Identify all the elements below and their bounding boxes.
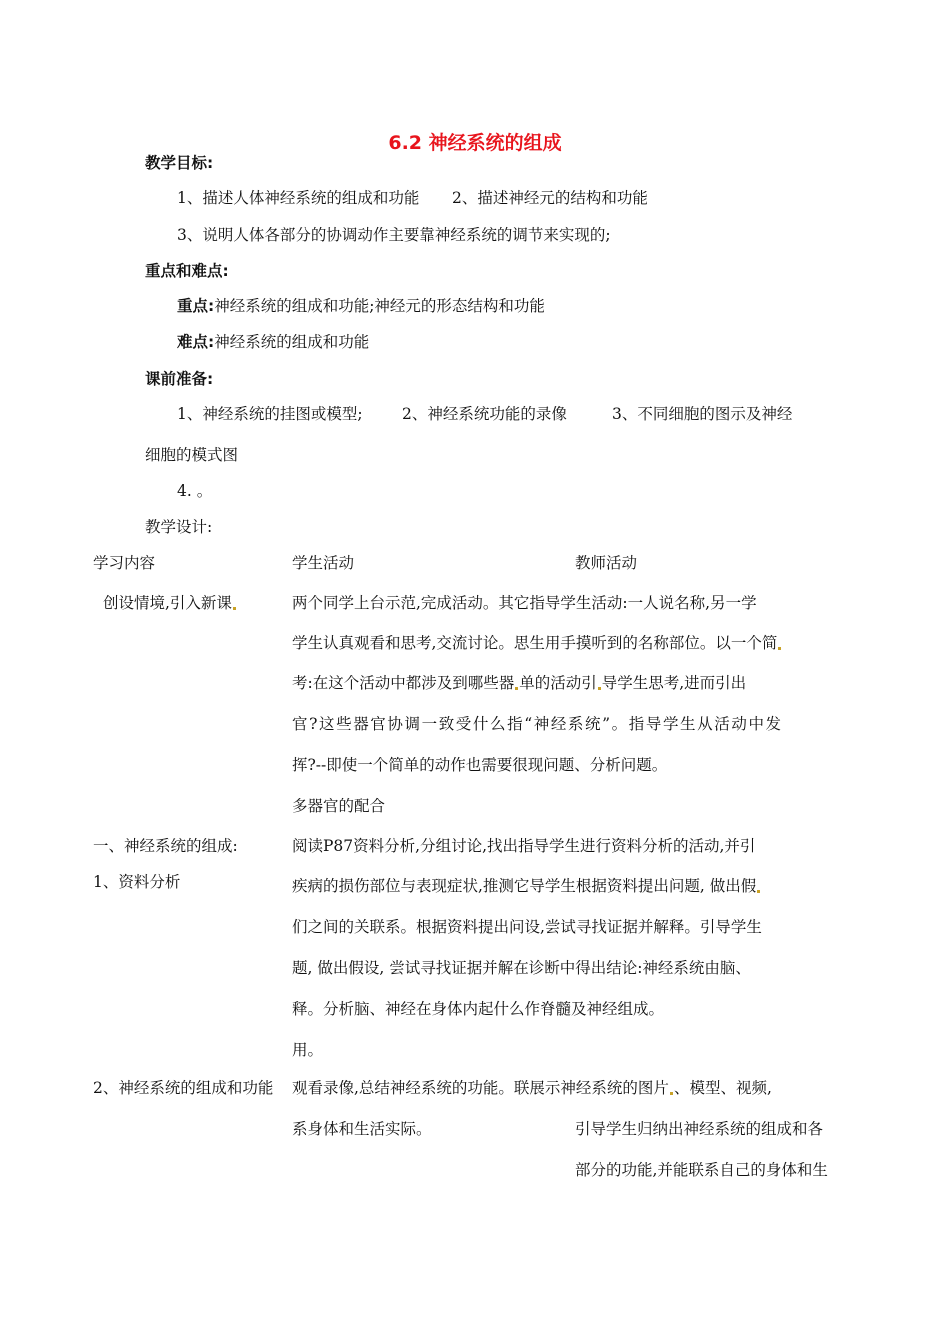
column-header-teacher: 教师活动 xyxy=(575,554,638,572)
prep-item-1: 1、神经系统的挂图或模型; xyxy=(177,405,363,423)
section3-line-2: 系身体和生活实际。 xyxy=(292,1120,432,1138)
prep-item-2: 2、神经系统功能的录像 xyxy=(402,405,567,423)
column-header-student: 学生活动 xyxy=(292,554,355,572)
prep-heading: 课前准备: xyxy=(145,370,214,388)
section2-topic-2: 1、资料分析 xyxy=(93,873,181,891)
section3-topic: 2、神经系统的组成和功能 xyxy=(93,1079,274,1097)
section1-line-2-text: 学生认真观看和思考,交流讨论。思生用手摸听到的名称部位。以一个简 xyxy=(292,634,778,652)
section2-line-1: 阅读P87资料分析,分组讨论,找出指导学生进行资料分析的活动,并引 xyxy=(292,837,756,855)
section3-line-1 xyxy=(292,1078,772,1098)
marker-dot xyxy=(233,607,236,610)
key-point-label: 重点: xyxy=(177,297,215,315)
section1-line-3b-text: 单的活动引 xyxy=(519,674,597,692)
difficult-point-text: 神经系统的组成和功能 xyxy=(214,333,370,351)
goal-item-1: 1、描述人体神经系统的组成和功能 xyxy=(177,189,420,207)
key-heading: 重点和难点: xyxy=(145,262,229,280)
section2-topic-1: 一、神经系统的组成: xyxy=(93,837,238,855)
section1-line-3 xyxy=(292,673,746,693)
prep-item-3-cont: 细胞的模式图 xyxy=(145,446,239,464)
goals-heading: 教学目标: xyxy=(145,154,214,172)
section1-line-2 xyxy=(292,633,782,653)
section1-line-6: 多器官的配合 xyxy=(292,797,386,815)
marker-dot xyxy=(670,1092,673,1095)
key-point-text: 神经系统的组成和功能;神经元的形态结构和功能 xyxy=(214,297,545,315)
section1-line-3-text: 考:在这个活动中都涉及到哪些器 xyxy=(292,674,515,692)
section1-line-5: 挥?--即使一个简单的动作也需要很现问题、分析问题。 xyxy=(292,756,668,774)
document-title: 6.2 神经系统的组成 xyxy=(388,132,562,154)
section2-line-2-text: 疾病的损伤部位与表现症状,推测它导学生根据资料提出问题, 做出假 xyxy=(292,877,757,895)
section1-topic-text: 创设情境,引入新课 xyxy=(103,594,232,612)
marker-dot xyxy=(515,687,518,690)
section1-line-3c-text: 导学生思考,进而引出 xyxy=(601,674,747,692)
section2-line-3: 们之间的关联系。根据资料提出问设,尝试寻找证据并解释。引导学生 xyxy=(292,918,762,936)
section3-teacher-1: 引导学生归纳出神经系统的组成和各 xyxy=(575,1120,824,1138)
goal-item-2: 2、描述神经元的结构和功能 xyxy=(452,189,648,207)
marker-dot xyxy=(778,647,781,650)
prep-item-3: 3、不同细胞的图示及神经 xyxy=(612,405,793,423)
section3-teacher-2: 部分的功能,并能联系自己的身体和生 xyxy=(575,1161,828,1179)
section1-line-1: 两个同学上台示范,完成活动。其它指导学生活动:一人说名称,另一学 xyxy=(292,594,757,612)
section2-line-6: 用。 xyxy=(292,1041,324,1059)
column-header-content: 学习内容 xyxy=(93,554,156,572)
section2-line-5: 释。分析脑、神经在身体内起什么作脊髓及神经组成。 xyxy=(292,1000,665,1018)
difficult-point-label: 难点: xyxy=(177,333,215,351)
section2-line-2 xyxy=(292,876,761,896)
goal-item-3: 3、说明人体各部分的协调动作主要靠神经系统的调节来实现的; xyxy=(177,226,611,244)
difficult-point-line xyxy=(177,332,369,352)
design-heading: 教学设计: xyxy=(145,518,213,536)
prep-item-4: 4. 。 xyxy=(177,482,213,500)
section3-line-1-text: 观看录像,总结神经系统的功能。联展示神经系统的图片 xyxy=(292,1079,669,1097)
section2-line-4: 题, 做出假设, 尝试寻找证据并解在诊断中得出结论:神经系统由脑、 xyxy=(292,959,751,977)
section1-line-4: 官?这些器官协调一致受什么指“神经系统”。指导学生从活动中发 xyxy=(292,715,783,733)
section3-line-1b-text: 、模型、视频, xyxy=(673,1079,772,1097)
key-point-line xyxy=(177,296,545,316)
marker-dot xyxy=(598,687,601,690)
marker-dot xyxy=(757,890,760,893)
section1-topic xyxy=(103,593,237,613)
